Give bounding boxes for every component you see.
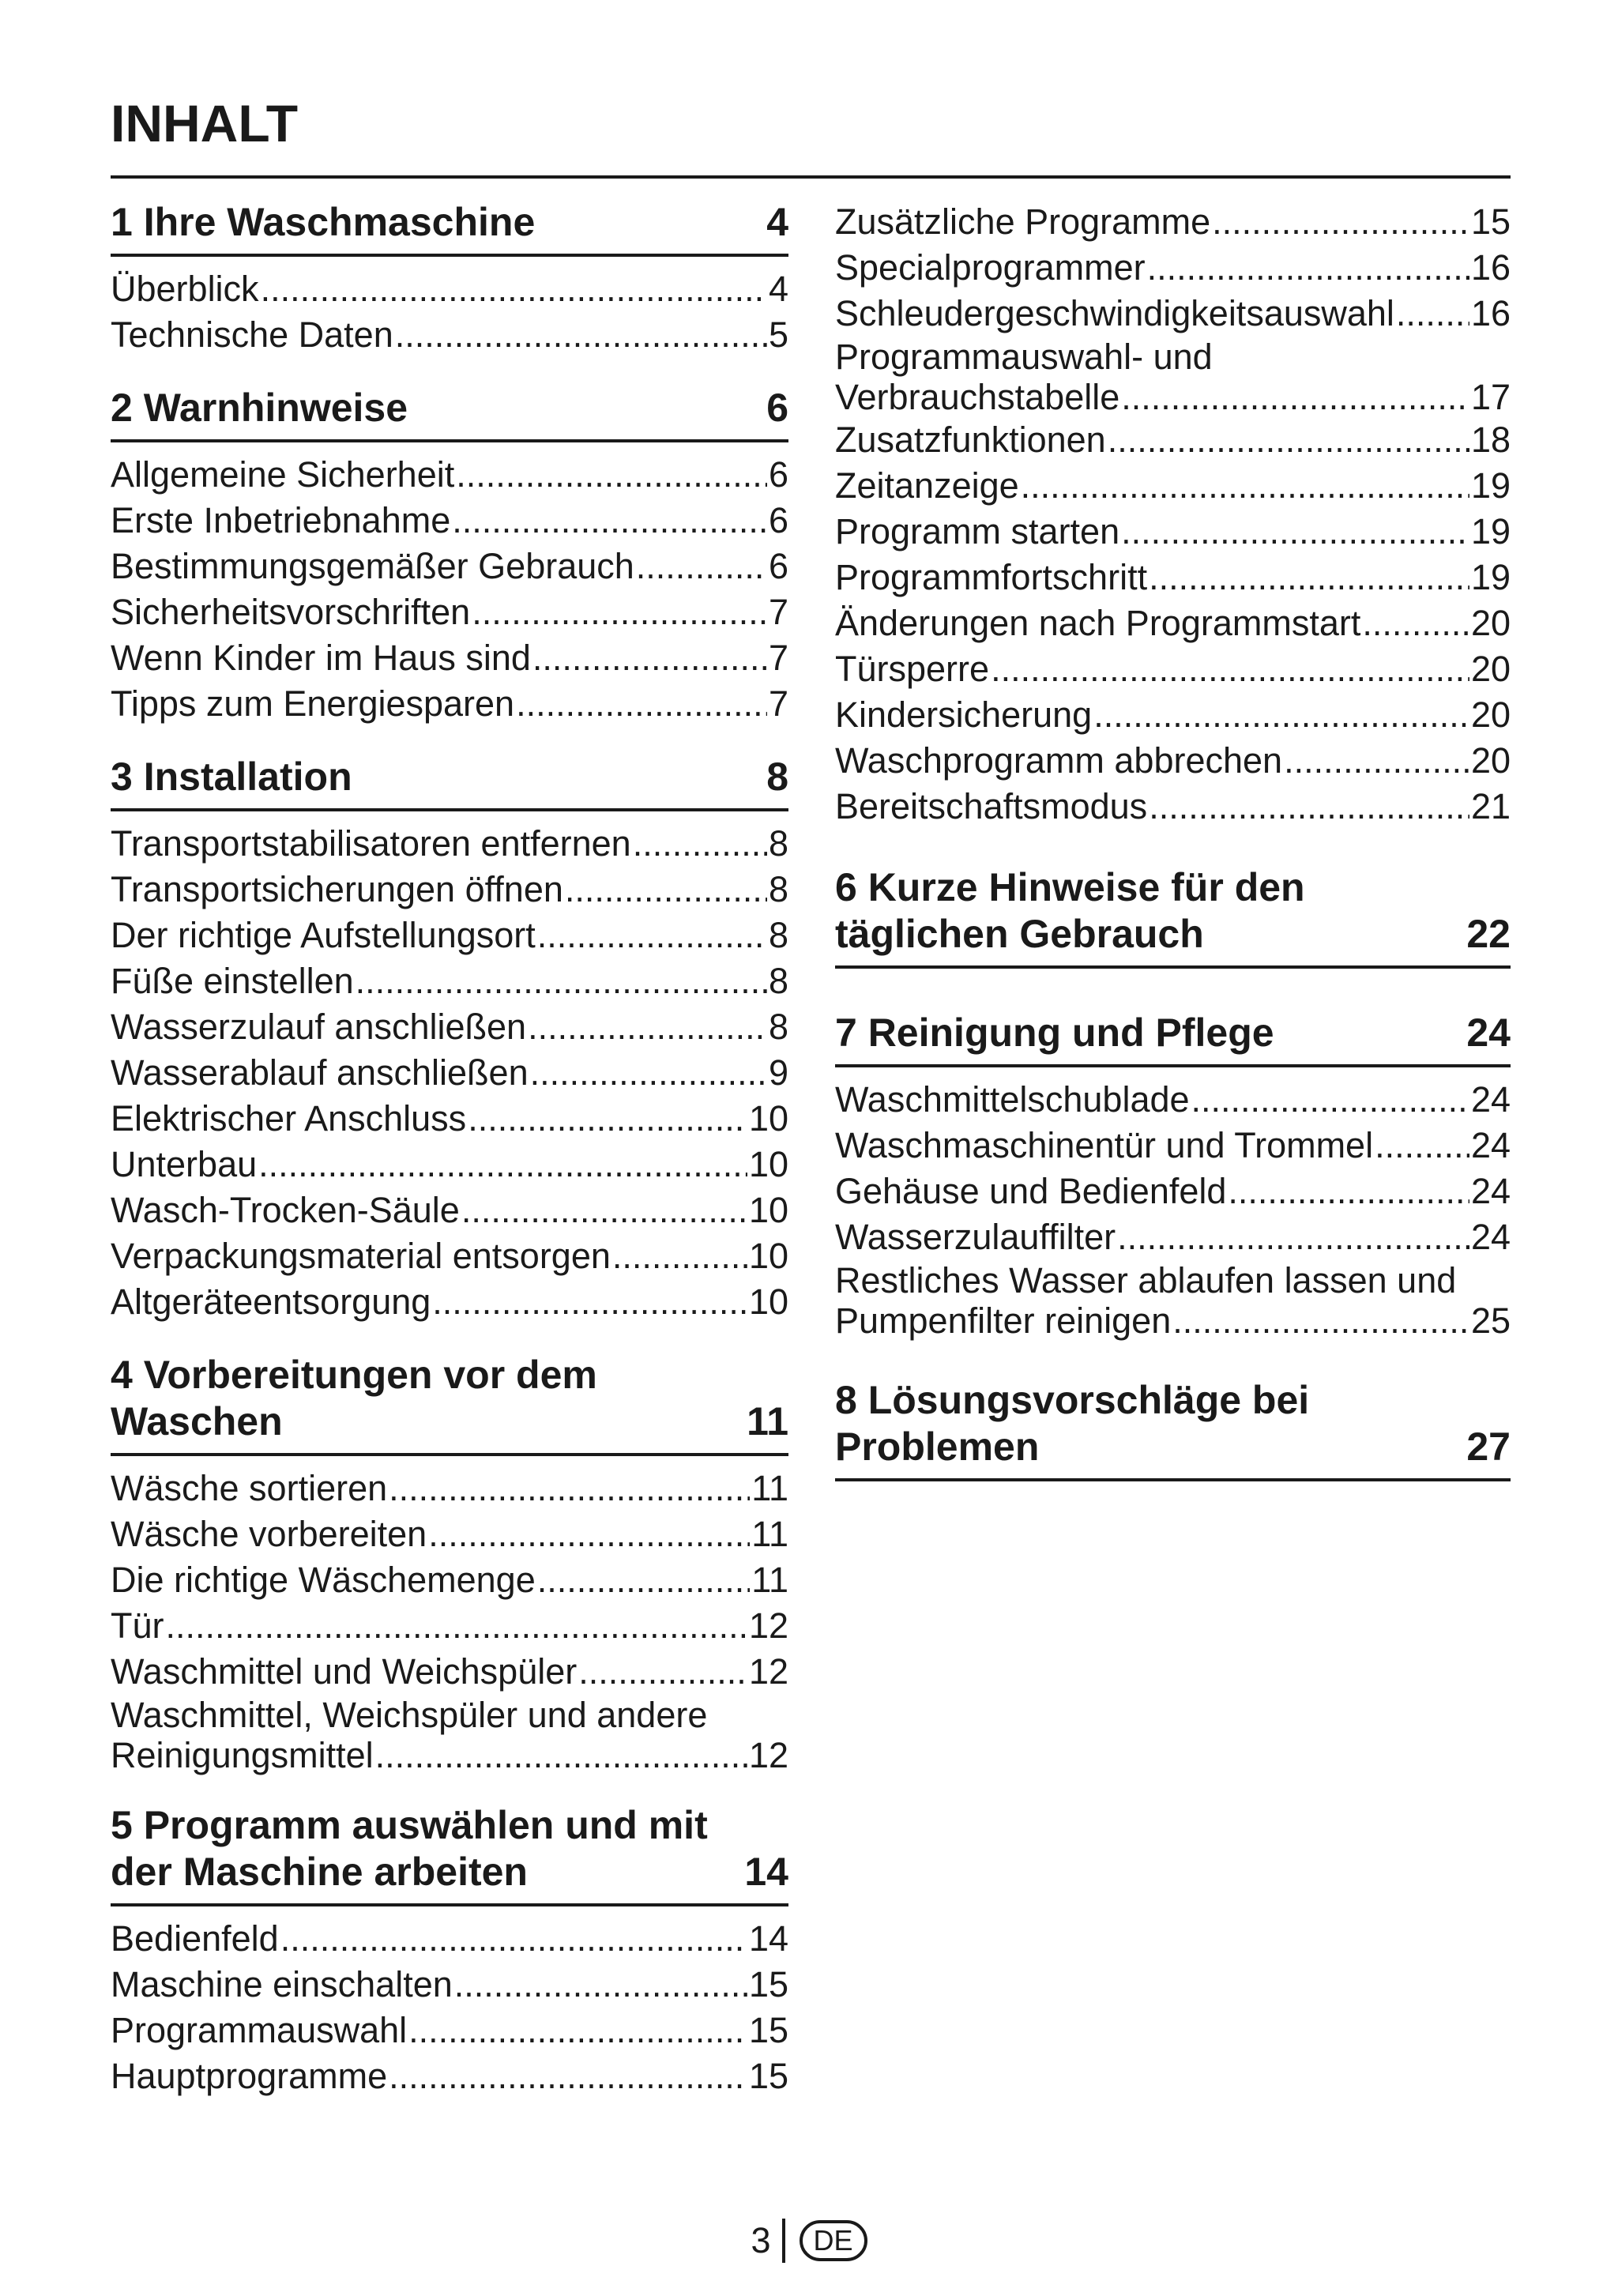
section-title — [835, 864, 1454, 958]
entry-page: 7 — [768, 638, 788, 678]
dot-leader — [389, 1466, 750, 1511]
toc-entry[interactable] — [111, 681, 788, 727]
entry-title: Programmauswahl — [111, 2010, 408, 2050]
entry-title: Hauptprogramme — [111, 2056, 388, 2096]
entry-title: Bedienfeld — [111, 1918, 279, 1959]
toc-entry[interactable] — [111, 821, 788, 867]
entry-page: 5 — [768, 314, 788, 355]
entry-page: 10 — [748, 1236, 788, 1276]
entry-page: 19 — [1470, 465, 1511, 506]
toc-entry[interactable] — [111, 958, 788, 1004]
section-heading[interactable] — [111, 1802, 788, 1906]
toc-left-column — [111, 175, 788, 2099]
entry-title: Tipps zum Energiesparen — [111, 683, 515, 724]
dot-leader — [452, 498, 767, 544]
entry-page: 10 — [748, 1282, 788, 1322]
toc-entry[interactable] — [835, 1169, 1511, 1214]
dot-leader — [280, 1916, 747, 1962]
toc-section-6 — [835, 864, 1511, 969]
entry-title: Unterbau — [111, 1144, 258, 1184]
entry-title: Waschprogramm abbrechen — [835, 740, 1283, 781]
section-heading[interactable] — [111, 754, 788, 811]
section-heading[interactable] — [111, 199, 788, 257]
toc-entry[interactable] — [835, 692, 1511, 738]
toc-entry[interactable] — [111, 1649, 788, 1695]
entry-page: 8 — [768, 823, 788, 864]
dot-leader — [1149, 784, 1469, 830]
entry-title-line2: Verbrauchstabelle — [835, 377, 1120, 417]
section-title — [111, 1802, 732, 1895]
dot-leader — [389, 2053, 747, 2099]
dot-leader — [461, 1188, 747, 1233]
entry-title-line2: Pumpenfilter reinigen — [835, 1300, 1172, 1341]
entry-page: 10 — [748, 1190, 788, 1230]
toc-entry[interactable] — [111, 544, 788, 589]
entry-title: Elektrischer Anschluss — [111, 1098, 467, 1139]
toc-entry[interactable] — [111, 1279, 788, 1325]
dot-leader — [991, 646, 1469, 692]
entry-title: Kindersicherung — [835, 694, 1093, 735]
dot-leader — [578, 1649, 747, 1695]
dot-leader — [395, 312, 767, 358]
toc-entry[interactable] — [835, 555, 1511, 600]
entry-title: Türsperre — [835, 649, 990, 689]
toc-entry[interactable] — [835, 600, 1511, 646]
entry-title: Änderungen nach Programmstart — [835, 603, 1361, 643]
entry-page: 8 — [768, 915, 788, 955]
toc-entry[interactable] — [111, 266, 788, 312]
section-heading[interactable] — [835, 1010, 1511, 1067]
entry-page: 14 — [748, 1918, 788, 1959]
dot-leader — [1117, 1214, 1469, 1260]
entry-page: 20 — [1470, 740, 1511, 781]
dot-leader — [1149, 555, 1469, 600]
section-page: 4 — [766, 200, 788, 244]
entry-title: Die richtige Wäschemenge — [111, 1560, 536, 1600]
section-title-line2: der Maschine arbeiten — [111, 1850, 528, 1894]
dot-leader — [1362, 600, 1469, 646]
section-page: 24 — [1466, 1011, 1511, 1055]
entry-page: 24 — [1470, 1217, 1511, 1257]
entry-page: 7 — [768, 592, 788, 632]
dot-leader — [428, 1511, 750, 1557]
toc-entry[interactable] — [111, 2053, 788, 2099]
entry-title: Waschmittelschublade — [835, 1079, 1190, 1120]
entry-title: Altgeräteentsorgung — [111, 1282, 431, 1322]
toc-entry[interactable] — [835, 646, 1511, 692]
toc-entry[interactable] — [835, 291, 1511, 337]
entry-page: 12 — [748, 1735, 788, 1775]
dot-leader — [432, 1279, 747, 1325]
entry-title: Bestimmungsgemäßer Gebrauch — [111, 546, 634, 586]
entry-title: Bereitschaftsmodus — [835, 786, 1148, 826]
toc-entry[interactable] — [111, 1233, 788, 1279]
toc-entry[interactable] — [835, 509, 1511, 555]
entry-title: Tür — [111, 1605, 164, 1646]
entry-title: Wasserablauf anschließen — [111, 1052, 529, 1093]
toc-entry[interactable] — [111, 2008, 788, 2053]
toc-section-4 — [111, 1352, 788, 1775]
dot-leader — [636, 544, 767, 589]
toc-entry[interactable] — [111, 1511, 788, 1557]
dot-leader — [1396, 291, 1469, 337]
entry-title: Maschine einschalten — [111, 1964, 453, 2004]
dot-leader — [1147, 245, 1469, 291]
dot-leader — [633, 821, 767, 867]
dot-leader — [1093, 692, 1469, 738]
section-title: 7 Reinigung und Pflege — [835, 1011, 1274, 1055]
entry-page: 25 — [1470, 1300, 1511, 1341]
section-title-line1: 5 Programm auswählen und mit — [111, 1803, 708, 1847]
entry-page: 8 — [768, 869, 788, 909]
toc-entry[interactable] — [111, 1695, 788, 1775]
toc-entry[interactable] — [111, 1603, 788, 1649]
entry-page: 19 — [1470, 511, 1511, 551]
entry-title: Wäsche vorbereiten — [111, 1514, 427, 1554]
dot-leader — [258, 1142, 747, 1188]
toc-entry[interactable] — [111, 498, 788, 544]
entry-title: Gehäuse und Bedienfeld — [835, 1171, 1227, 1211]
entry-title: Programmfortschritt — [835, 557, 1148, 597]
toc-entry[interactable] — [835, 245, 1511, 291]
entry-page: 20 — [1470, 649, 1511, 689]
dot-leader — [565, 867, 767, 913]
entry-page: 11 — [751, 1514, 788, 1554]
entry-page: 16 — [1470, 293, 1511, 333]
toc-entry[interactable] — [111, 635, 788, 681]
dot-leader — [166, 1603, 747, 1649]
dot-leader — [1121, 377, 1469, 417]
entry-page: 10 — [748, 1098, 788, 1139]
entry-title: Wasserzulauf anschließen — [111, 1007, 527, 1047]
dot-leader — [454, 1962, 747, 2008]
entry-title: Transportsicherungen öffnen — [111, 869, 563, 909]
toc-entry[interactable] — [111, 867, 788, 913]
toc-entry[interactable] — [835, 1123, 1511, 1169]
section-title — [835, 1377, 1454, 1470]
toc-entry[interactable] — [111, 1096, 788, 1142]
entry-title: Wäsche sortieren — [111, 1468, 388, 1508]
entry-title: Schleudergeschwindigkeitsauswahl — [835, 293, 1394, 333]
dot-leader — [1191, 1077, 1469, 1123]
toc-entry[interactable] — [111, 1050, 788, 1096]
toc-entry[interactable] — [111, 913, 788, 958]
toc-entry[interactable] — [835, 1077, 1511, 1123]
section-heading[interactable] — [111, 1352, 788, 1456]
entry-page: 4 — [768, 269, 788, 309]
entry-page: 12 — [748, 1605, 788, 1646]
dot-leader — [537, 1557, 751, 1603]
dot-leader — [1172, 1300, 1469, 1341]
entry-page: 6 — [768, 454, 788, 495]
section-heading[interactable] — [835, 1377, 1511, 1481]
entry-title: Wasch-Trocken-Säule — [111, 1190, 460, 1230]
entry-title: Verpackungsmaterial entsorgen — [111, 1236, 611, 1276]
dot-leader — [456, 452, 767, 498]
dot-leader — [612, 1233, 747, 1279]
dot-leader — [375, 1735, 747, 1775]
entry-title: Wenn Kinder im Haus sind — [111, 638, 531, 678]
page-footer — [0, 2219, 1618, 2263]
page-title: INHALT — [111, 94, 299, 152]
toc-entry[interactable] — [111, 1142, 788, 1188]
dot-leader — [1284, 738, 1469, 784]
dot-leader — [528, 1004, 767, 1050]
toc-entry[interactable] — [111, 1557, 788, 1603]
dot-leader — [1108, 417, 1469, 463]
section-page: 8 — [766, 755, 788, 799]
entry-title-line2: Reinigungsmittel — [111, 1735, 374, 1775]
toc-entry[interactable] — [835, 738, 1511, 784]
entry-title: Transportstabilisatoren entfernen — [111, 823, 631, 864]
toc-section-8 — [835, 1377, 1511, 1481]
toc-section-7 — [835, 1010, 1511, 1341]
toc-entry[interactable] — [111, 1004, 788, 1050]
entry-page: 6 — [768, 546, 788, 586]
dot-leader — [261, 266, 767, 312]
entry-page: 9 — [768, 1052, 788, 1093]
toc-right-column — [835, 175, 1511, 1481]
entry-page: 20 — [1470, 694, 1511, 735]
section-heading[interactable] — [111, 385, 788, 442]
section-title-line2: täglichen Gebrauch — [835, 912, 1204, 956]
entry-title: Specialprogrammer — [835, 247, 1146, 288]
toc-entry[interactable] — [835, 463, 1511, 509]
entry-page: 8 — [768, 961, 788, 1001]
entry-title: Waschmittel und Weichspüler — [111, 1651, 578, 1692]
dot-leader — [516, 681, 767, 727]
section-page: 6 — [766, 386, 788, 430]
toc-entry[interactable] — [111, 1466, 788, 1511]
entry-page: 7 — [768, 683, 788, 724]
entry-page: 15 — [748, 2010, 788, 2050]
section-title-line2: Waschen — [111, 1399, 283, 1443]
section-title — [111, 1352, 734, 1445]
dot-leader — [1212, 199, 1469, 245]
section-title: 1 Ihre Waschmaschine — [111, 200, 536, 244]
language-badge: DE — [800, 2220, 867, 2261]
section-title: 3 Installation — [111, 755, 352, 799]
toc-section-2 — [111, 385, 788, 727]
entry-page: 6 — [768, 500, 788, 540]
toc-entry[interactable] — [835, 784, 1511, 830]
toc-section-5 — [111, 1802, 788, 2099]
toc-entry[interactable] — [835, 1214, 1511, 1260]
toc-entry[interactable] — [111, 589, 788, 635]
entry-page: 15 — [748, 2056, 788, 2096]
toc-entry[interactable] — [111, 1188, 788, 1233]
dot-leader — [530, 1050, 767, 1096]
entry-title: Waschmaschinentür und Trommel — [835, 1125, 1374, 1165]
section-page: 22 — [1466, 912, 1511, 956]
section-page: 14 — [744, 1850, 788, 1894]
entry-title: Der richtige Aufstellungsort — [111, 915, 536, 955]
dot-leader — [1228, 1169, 1469, 1214]
entry-title: Programm starten — [835, 511, 1120, 551]
entry-page: 24 — [1470, 1171, 1511, 1211]
entry-page: 18 — [1470, 420, 1511, 460]
dot-leader — [1375, 1123, 1469, 1169]
entry-title: Allgemeine Sicherheit — [111, 454, 455, 495]
entry-title-line1: Programmauswahl- und — [835, 337, 1213, 377]
entry-title: Überblick — [111, 269, 259, 309]
entry-title-line1: Waschmittel, Weichspüler und andere — [111, 1695, 708, 1735]
toc-entry[interactable] — [835, 199, 1511, 245]
entry-title: Sicherheitsvorschriften — [111, 592, 471, 632]
toc-entry[interactable] — [835, 337, 1511, 417]
dot-leader — [1121, 509, 1469, 555]
entry-page: 19 — [1470, 557, 1511, 597]
entry-title: Wasserzulauffilter — [835, 1217, 1116, 1257]
entry-page: 16 — [1470, 247, 1511, 288]
section-page: 11 — [747, 1399, 788, 1443]
entry-page: 15 — [748, 1964, 788, 2004]
toc-entry[interactable] — [111, 452, 788, 498]
page-number: 3 — [751, 2220, 771, 2260]
entry-title: Technische Daten — [111, 314, 393, 355]
toc-section-1 — [111, 199, 788, 358]
entry-page: 24 — [1470, 1125, 1511, 1165]
entry-page: 20 — [1470, 603, 1511, 643]
entry-page: 12 — [748, 1651, 788, 1692]
section-title-line2: Problemen — [835, 1425, 1040, 1469]
entry-title: Erste Inbetriebnahme — [111, 500, 451, 540]
entry-title: Zusätzliche Programme — [835, 201, 1211, 242]
toc-entry[interactable] — [835, 1260, 1511, 1341]
entry-page: 15 — [1470, 201, 1511, 242]
entry-page: 8 — [768, 1007, 788, 1047]
toc-section-5-continued — [835, 199, 1511, 830]
entry-page: 21 — [1470, 786, 1511, 826]
entry-page: 17 — [1470, 377, 1511, 417]
toc-entry[interactable] — [111, 1916, 788, 1962]
entry-page: 24 — [1470, 1079, 1511, 1120]
toc-entry[interactable] — [111, 312, 788, 358]
dot-leader — [468, 1096, 747, 1142]
dot-leader — [472, 589, 767, 635]
toc-entry[interactable] — [835, 417, 1511, 463]
section-heading[interactable] — [835, 864, 1511, 969]
entry-page: 11 — [751, 1468, 788, 1508]
entry-page: 11 — [751, 1560, 788, 1600]
toc-section-3 — [111, 754, 788, 1325]
entry-title: Zeitanzeige — [835, 465, 1019, 506]
section-title-line1: 6 Kurze Hinweise für den — [835, 865, 1305, 909]
entry-title: Füße einstellen — [111, 961, 354, 1001]
entry-page: 10 — [748, 1144, 788, 1184]
dot-leader — [408, 2008, 747, 2053]
entry-title: Zusatzfunktionen — [835, 420, 1106, 460]
dot-leader — [537, 913, 767, 958]
dot-leader — [1021, 463, 1469, 509]
toc-entry[interactable] — [111, 1962, 788, 2008]
dot-leader — [356, 958, 767, 1004]
entry-title-line1: Restliches Wasser ablaufen lassen und — [835, 1260, 1457, 1300]
dot-leader — [532, 635, 767, 681]
section-title: 2 Warnhinweise — [111, 386, 408, 430]
section-title-line1: 8 Lösungsvorschläge bei — [835, 1378, 1310, 1422]
section-page: 27 — [1466, 1425, 1511, 1469]
section-title-line1: 4 Vorbereitungen vor dem — [111, 1353, 597, 1397]
footer-divider — [782, 2219, 785, 2263]
